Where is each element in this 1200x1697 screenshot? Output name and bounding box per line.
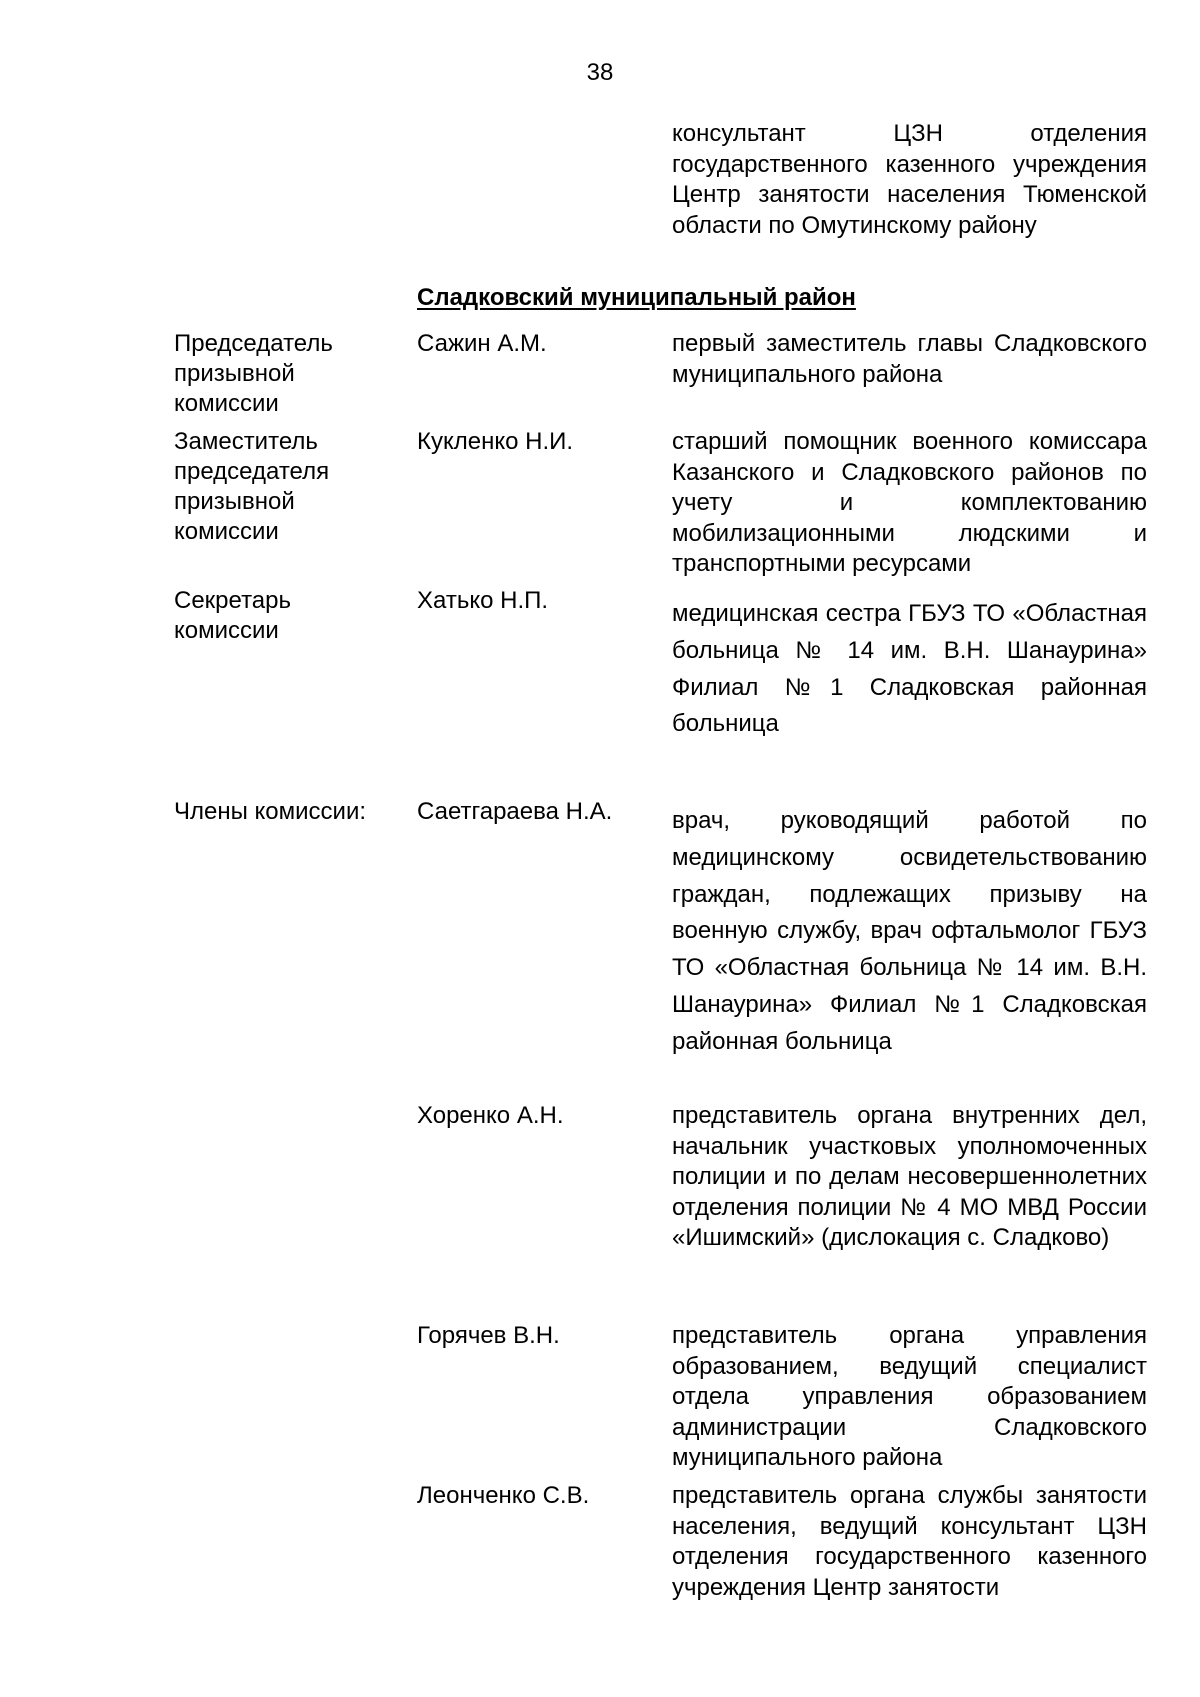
position-chairman: первый заместитель главы Сладковского муниципального района	[672, 330, 1147, 388]
role-deputy-chairman: Заместитель председателя призывной комиссии	[174, 428, 330, 545]
position-secretary: медицинская сестра ГБУЗ ТО «Областная больница № 14 им. В.Н. Шанаурина» Филиал №1 Сладковская районная больница	[672, 600, 1147, 738]
name-member-2: Хоренко А.Н.	[417, 1102, 564, 1129]
role-secretary: Секретарь комиссии	[174, 587, 291, 644]
position-member-4: представитель органа службы занятости населения, ведущий консультант ЦЗН отделения государственного казенного учреждения Центр занятости	[672, 1482, 1147, 1601]
position-member-3: представитель органа управления образованием, ведущий специалист отдела управления образованием администрации Сладковского муниципального района	[672, 1322, 1147, 1471]
page-number: 38	[586, 59, 614, 86]
name-deputy-chairman: Кукленко Н.И.	[417, 428, 574, 455]
name-chairman: Сажин А.М.	[417, 330, 547, 357]
position-deputy-chairman: старший помощник военного комиссара Казанского и Сладковского районов по учету и комплектованию мобилизационными людскими и транспортными ресурсами	[672, 428, 1147, 577]
name-member-3: Горячев В.Н.	[417, 1322, 560, 1349]
role-members-label: Члены комиссии:	[174, 798, 367, 825]
name-member-1: Саетгараева Н.А.	[417, 798, 613, 825]
name-secretary: Хатько Н.П.	[417, 587, 549, 614]
role-chairman: Председатель призывной комиссии	[174, 330, 333, 417]
top-fragment-text: консультант ЦЗН отделения государственного казенного учреждения Центр занятости населения Тюменской области по Омутинскому району	[672, 120, 1147, 239]
position-member-2: представитель органа внутренних дел, начальник участковых уполномоченных полиции и по делам несовершеннолетних отделения полиции № 4 МО МВД России «Ишимский» (дислокация с. Сладково)	[672, 1102, 1147, 1251]
position-member-1: врач, руководящий работой по медицинскому освидетельствованию граждан, подлежащих призыву на военную службу, врач офтальмолог ГБУЗ ТО «Областная больница № 14 им. В.Н. Шанаурина» Филиал №1 Сладковская районная больница	[672, 807, 1147, 1055]
name-member-4: Леонченко С.В.	[417, 1482, 590, 1509]
section-title: Сладковский муниципальный район	[417, 284, 856, 311]
